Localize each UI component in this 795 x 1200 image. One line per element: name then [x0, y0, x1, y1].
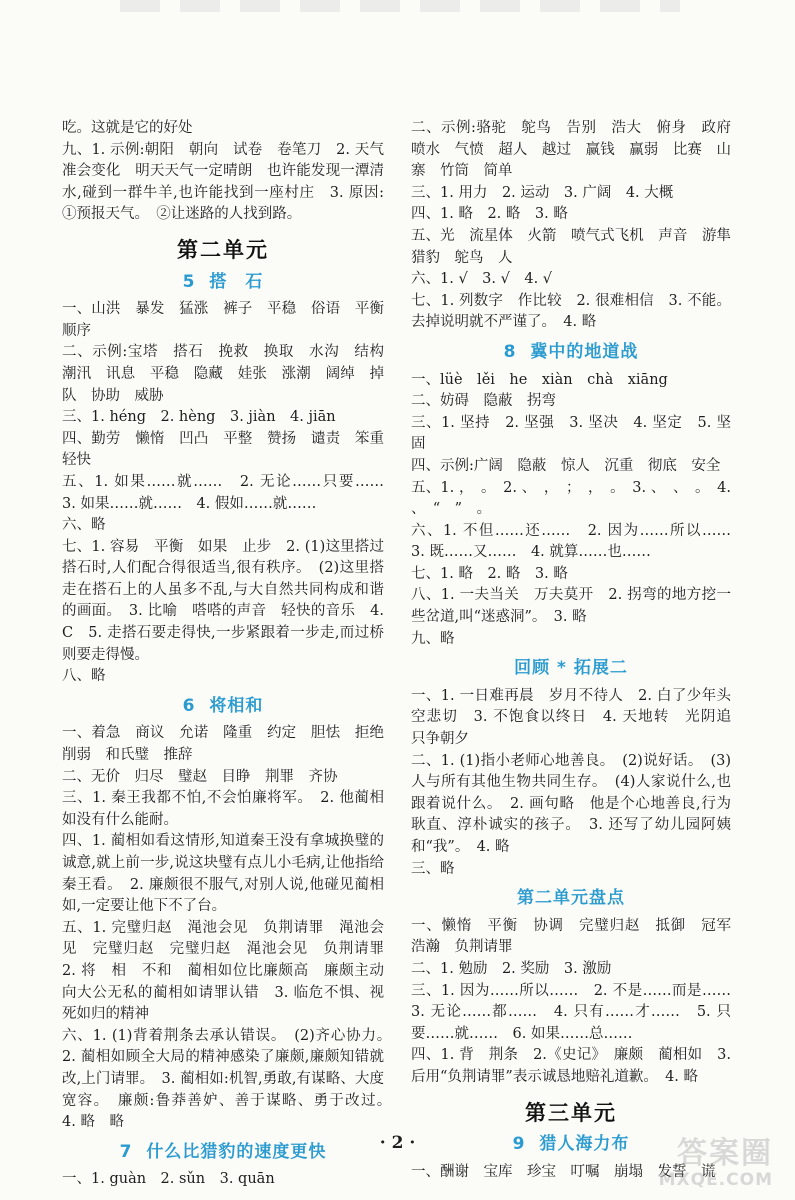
watermark-logo: [643, 1128, 773, 1190]
answer-line: 一、酬谢 宝库 珍宝 叮嘱 崩塌 发誓 谎: [411, 1163, 716, 1180]
lesson-title: 什么比猎豹的速度更快: [146, 1141, 327, 1162]
lesson-number: 8: [503, 341, 517, 362]
answer-line: 四、1. 蔺相如看这情形,知道秦王没有拿城换璧的诚意,就上前一步,说这块璧有点儿小毛病,让他指给秦王看。 2. 廉颇很不服气,对别人说,他碰见蔺相如,一定要让他下不了台。: [62, 833, 384, 915]
answer-line: 六、1. (1)背着荆条去承认错误。 (2)齐心协力。 2. 蔺相如顾全大局的精神感染了廉颇,廉颇知错就改,上门请罪。 3. 蔺相如:机智,勇敢,有谋略、大度宽容。 廉颇:鲁莽善妒、善于谋略、勇于改过。 4. 略 略: [62, 1027, 399, 1131]
answer-line: 二、无价 归尽 璧赵 目睁 荆罪 齐协: [62, 768, 338, 785]
answer-line: 五、1. 如果……就…… 2. 无论……只要…… 3. 如果……就…… 4. 假如……就……: [62, 473, 399, 512]
answer-line: 四、示例:广阔 隐蔽 惊人 沉重 彻底 安全: [411, 457, 721, 474]
lesson-heading: [411, 888, 731, 910]
answer-line: 二、妨碍 隐蔽 拐弯: [411, 393, 556, 410]
answer-line: 二、示例:宝塔 搭石 挽救 换取 水沟 结构 潮汛 讯息 平稳 隐藏 娃张 涨潮 阔绰 掉队 协助 威胁: [62, 344, 399, 404]
answer-line: 六、略: [62, 517, 106, 534]
lesson-number: 9: [512, 1134, 526, 1155]
lesson-title: 回顾 * 拓展二: [514, 658, 628, 679]
answer-line: 三、略: [411, 860, 455, 877]
answer-line: 一、山洪 暴发 猛涨 裤子 平稳 俗语 平衡 顺序: [62, 301, 399, 339]
lesson-title: 搭 石: [209, 271, 264, 292]
lesson-number: 5: [182, 271, 196, 292]
answer-line: 九、略: [411, 630, 455, 647]
unit-heading: 第二单元: [177, 237, 269, 262]
answer-line: 四、勤劳 懒惰 凹凸 平整 赞扬 谴责 笨重 轻快: [62, 430, 399, 469]
unit-heading: 第三单元: [525, 1100, 617, 1125]
page-number: · 2 ·: [379, 1133, 416, 1153]
answer-line: 六、1. 不但……还…… 2. 因为……所以…… 3. 既……又…… 4. 就算……也……: [411, 522, 746, 561]
answer-line: 一、1. guàn 2. sǔn 3. quān: [62, 1171, 275, 1188]
top-edge-text: [120, 0, 680, 12]
lesson-title: 将相和: [209, 695, 264, 716]
answer-line: 三、1. 秦王我都不怕,不会怕廉将军。 2. 他蔺相如没有什么能耐。: [62, 790, 384, 828]
answer-line: 三、1. 因为……所以…… 2. 不是……而是…… 3. 无论……都…… 4. 只有……才…… 5. 只要……就…… 6. 如果……总……: [411, 982, 746, 1042]
answer-line: 三、1. 用力 2. 运动 3. 广阔 4. 大概: [411, 184, 674, 201]
answer-line: 四、1. 背 荆条 2.《史记》 廉颇 蔺相如 3. 后用“负荆请罪”表示诚恳地赔礼道歉。 4. 略: [411, 1047, 736, 1085]
answer-line: 六、1. √ 3. √ 4. √: [411, 271, 553, 288]
lesson-title: 猎人海力布: [539, 1134, 630, 1155]
answer-line: 吃。这就是它的好处: [62, 120, 193, 136]
lesson-heading: [62, 272, 384, 294]
lesson-title: 第二单元盘点: [517, 888, 625, 909]
answer-line: 二、1. 勉励 2. 奖励 3. 激励: [411, 960, 612, 977]
lesson-heading: [411, 342, 731, 364]
answer-line: 一、懒惰 平衡 协调 完璧归赵 抵御 冠军 浩瀚 负荆请罪: [411, 917, 746, 956]
lesson-number: 7: [119, 1141, 133, 1162]
left-column: [62, 118, 399, 1191]
lesson-number: 6: [182, 695, 196, 716]
right-column: [411, 118, 746, 1183]
answer-line: 四、1. 略 2. 略 3. 略: [411, 206, 568, 223]
answer-line: 七、1. 容易 平衡 如果 止步 2. (1)这里搭过搭石时,人们配合得很适当,很有秩序。 (2)这里搭走在搭石上的人虽多不乱,与大自然共同构成和谐的画面。 3. 比喻 嗒嗒的声音 轻快的音乐 4. C 5. 走搭石要走得快,一步紧跟着一步走,而过桥则要走得慢。: [62, 538, 389, 663]
answer-line: 三、1. 坚持 2. 坚强 3. 坚决 4. 坚定 5. 坚固: [411, 414, 731, 453]
answer-line: 五、1. ， 。 2. 、 ， ； ， 。 3. 、 、 。 4. 、 “ ” 。: [411, 479, 736, 518]
lesson-heading: [62, 696, 384, 718]
answer-line: 一、1. 一日难再晨 岁月不待人 2. 白了少年头 空悲切 3. 不饱食以终日 4. 天地转 光阴追 只争朝夕: [411, 687, 746, 748]
answer-line: 七、1. 略 2. 略 3. 略: [411, 565, 568, 582]
answer-line: 八、1. 一夫当关 万夫莫开 2. 拐弯的地方挖一些岔道,叫“迷惑洞”。 3. 略: [411, 587, 731, 626]
lesson-title: 冀中的地道战: [530, 341, 639, 362]
answer-line: 八、略: [62, 668, 106, 685]
watermark-line-2: MXQE.COM: [658, 1170, 773, 1190]
answer-line: 二、1. (1)指小老师心地善良。 (2)说好话。 (3)人与所有其他生物共同生存。 (4)人家说什么,也跟着说什么。 2. 画句略 他是个心地善良,行为耿直、淳朴诚实的孩子。 3. 还写了幼儿园阿姨和“我”。 4. 略: [411, 752, 731, 855]
answer-line: 三、1. héng 2. hèng 3. jiàn 4. jiān: [62, 409, 336, 426]
watermark-line-1: 答案圈: [677, 1136, 773, 1171]
answer-line: 九、1. 示例:朝阳 朝向 试卷 卷笔刀 2. 天气准会变化 明天天气一定晴朗 也许能发现一潭清水,碰到一群牛羊,也许能找到一座村庄 3. 原因:①预报天气。 ②让迷路的人找到路。: [62, 141, 384, 223]
answer-line: 七、1. 列数字 作比较 2. 很难相信 3. 不能。去掉说明就不严谨了。 4. 略: [411, 292, 731, 331]
answer-line: 五、光 流星体 火箭 喷气式飞机 声音 游隼 猎豹 鸵鸟 人: [411, 227, 746, 266]
answer-line: 一、lüè lěi he xiàn chà xiāng: [411, 371, 668, 388]
answer-line: 一、着急 商议 允诺 隆重 约定 胆怯 拒绝 削弱 和氏璧 推辞: [62, 725, 399, 764]
answer-line: 二、示例:骆驼 鸵鸟 告别 浩大 俯身 政府 喷水 气愤 超人 越过 赢钱 赢弱 比赛 山寨 竹筒 简单: [411, 120, 746, 180]
answer-line: 五、1. 完璧归赵 渑池会见 负荆请罪 渑池会见 完璧归赵 完璧归赵 渑池会见 负荆请罪 2. 将 相 不和 蔺相如位比廉颇高 廉颇主动向大公无私的蔺相如请罪认错 3. 临危不惧、视死如归的精神: [62, 919, 399, 1023]
lesson-heading: [411, 658, 731, 680]
